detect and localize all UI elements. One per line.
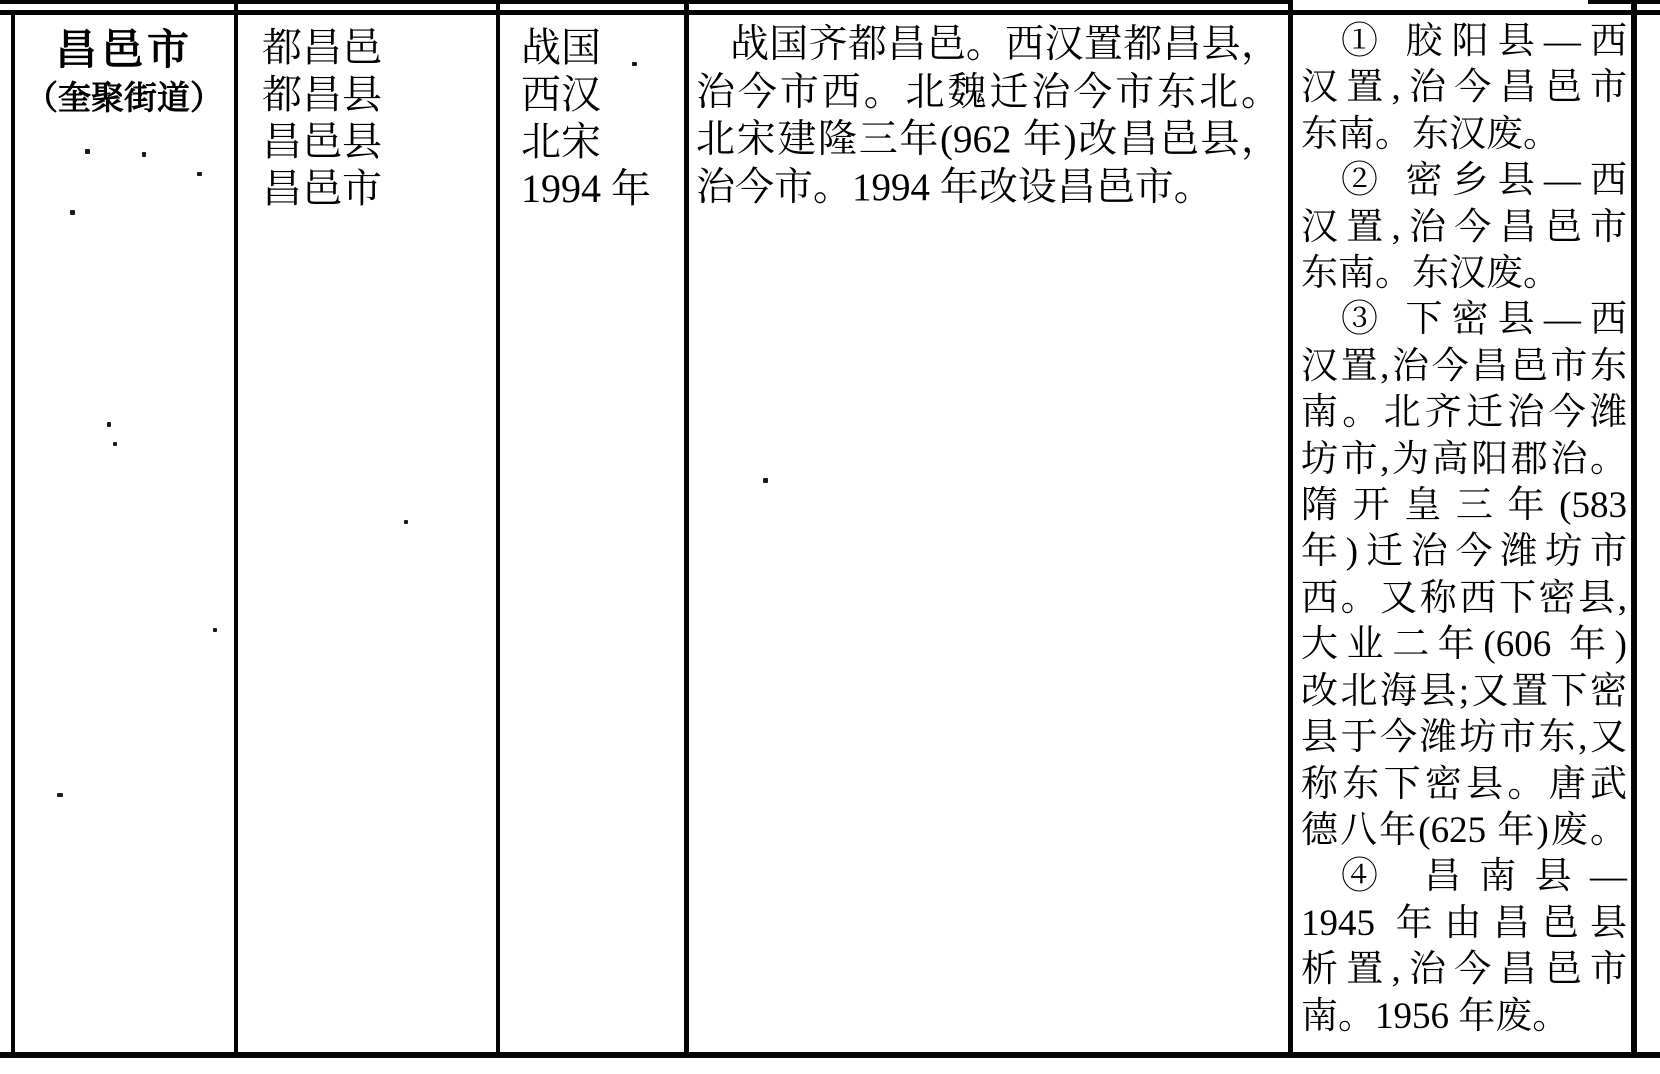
description-line: 战国齐都昌邑。西汉置都昌县，	[730, 23, 1280, 66]
scan-speck	[57, 793, 63, 797]
note-line: 西。又称西下密县,	[1301, 577, 1627, 619]
period: 北宋	[521, 119, 601, 164]
historical-name: 昌邑县	[262, 119, 382, 164]
table-border-top-thin-right	[1588, 0, 1660, 4]
note-line: 称东下密县。唐武	[1301, 763, 1627, 805]
period: 西汉	[521, 72, 601, 117]
scan-speck	[113, 442, 117, 446]
table-divider-col4-col5	[1288, 0, 1293, 1058]
cell-historical-names	[262, 24, 492, 212]
note-line: ② 密乡县—西	[1341, 160, 1627, 202]
historical-name: 昌邑市	[262, 166, 382, 211]
historical-name: 都昌邑	[262, 25, 382, 70]
note-line: 东南。东汉废。	[1301, 113, 1560, 155]
scan-speck	[404, 520, 408, 524]
note-line: 大业二年(606 年)	[1301, 624, 1627, 666]
scan-speck	[107, 422, 111, 427]
note-line: 东南。东汉废。	[1301, 253, 1560, 295]
note-line: 析置,治今昌邑市	[1301, 949, 1627, 991]
note-line: ④ 昌南县—	[1341, 856, 1627, 898]
cell-notes	[1301, 19, 1627, 1040]
place-alt-name: （奎聚街道）	[25, 81, 223, 117]
scan-speck	[632, 62, 637, 66]
cell-periods	[521, 24, 681, 212]
note-line: 县于今潍坊市东,又	[1301, 717, 1627, 759]
note-line: 南。北齐迁治今潍	[1301, 392, 1627, 434]
scan-speck	[70, 210, 75, 215]
period: 战国	[521, 25, 601, 70]
table-border-right	[1631, 0, 1637, 1058]
note-line: 隋开皇三年(583	[1301, 485, 1627, 527]
table-divider-col2-col3	[496, 0, 500, 1058]
description-line: 北宋建隆三年(962 年)改昌邑县，	[696, 118, 1280, 161]
note-line: 改北海县;又置下密	[1301, 670, 1627, 712]
note-line: 南。1956 年废。	[1301, 995, 1570, 1037]
note-line: 坊市,为高阳郡治。	[1301, 438, 1627, 480]
cell-place-name	[14, 26, 234, 122]
scan-speck	[213, 628, 217, 632]
note-line: 年)迁治今潍坊市	[1301, 531, 1627, 573]
note-line: 汉置,治今昌邑市东	[1301, 345, 1627, 387]
table-divider-col1-col2	[234, 0, 238, 1058]
table-divider-col3-col4	[684, 0, 689, 1058]
note-line: ① 胶阳县—西	[1341, 21, 1627, 62]
table-border-bottom	[0, 1052, 1660, 1058]
period: 1994 年	[521, 166, 651, 211]
historical-name: 都昌县	[262, 72, 382, 117]
cell-description	[696, 21, 1280, 211]
scan-speck	[197, 172, 202, 176]
description-line: 治今市。1994 年改设昌邑市。	[696, 165, 1213, 209]
scan-speck	[142, 152, 146, 157]
table-border-top	[0, 10, 1660, 15]
note-line: ③ 下密县—西	[1341, 299, 1627, 341]
place-name: 昌邑市	[54, 28, 193, 74]
note-line: 汉置,治今昌邑市	[1301, 67, 1627, 109]
note-line: 德八年(625 年)废。	[1301, 809, 1627, 851]
table-border-left	[11, 10, 15, 1058]
scan-speck	[85, 149, 90, 154]
description-line: 治今市西。北魏迁治今市东北。	[696, 70, 1280, 114]
table-border-top-thin-left	[0, 0, 1288, 4]
scan-speck	[763, 478, 768, 483]
note-line: 1945 年由昌邑县	[1301, 902, 1627, 944]
note-line: 汉置,治今昌邑市	[1301, 206, 1627, 248]
